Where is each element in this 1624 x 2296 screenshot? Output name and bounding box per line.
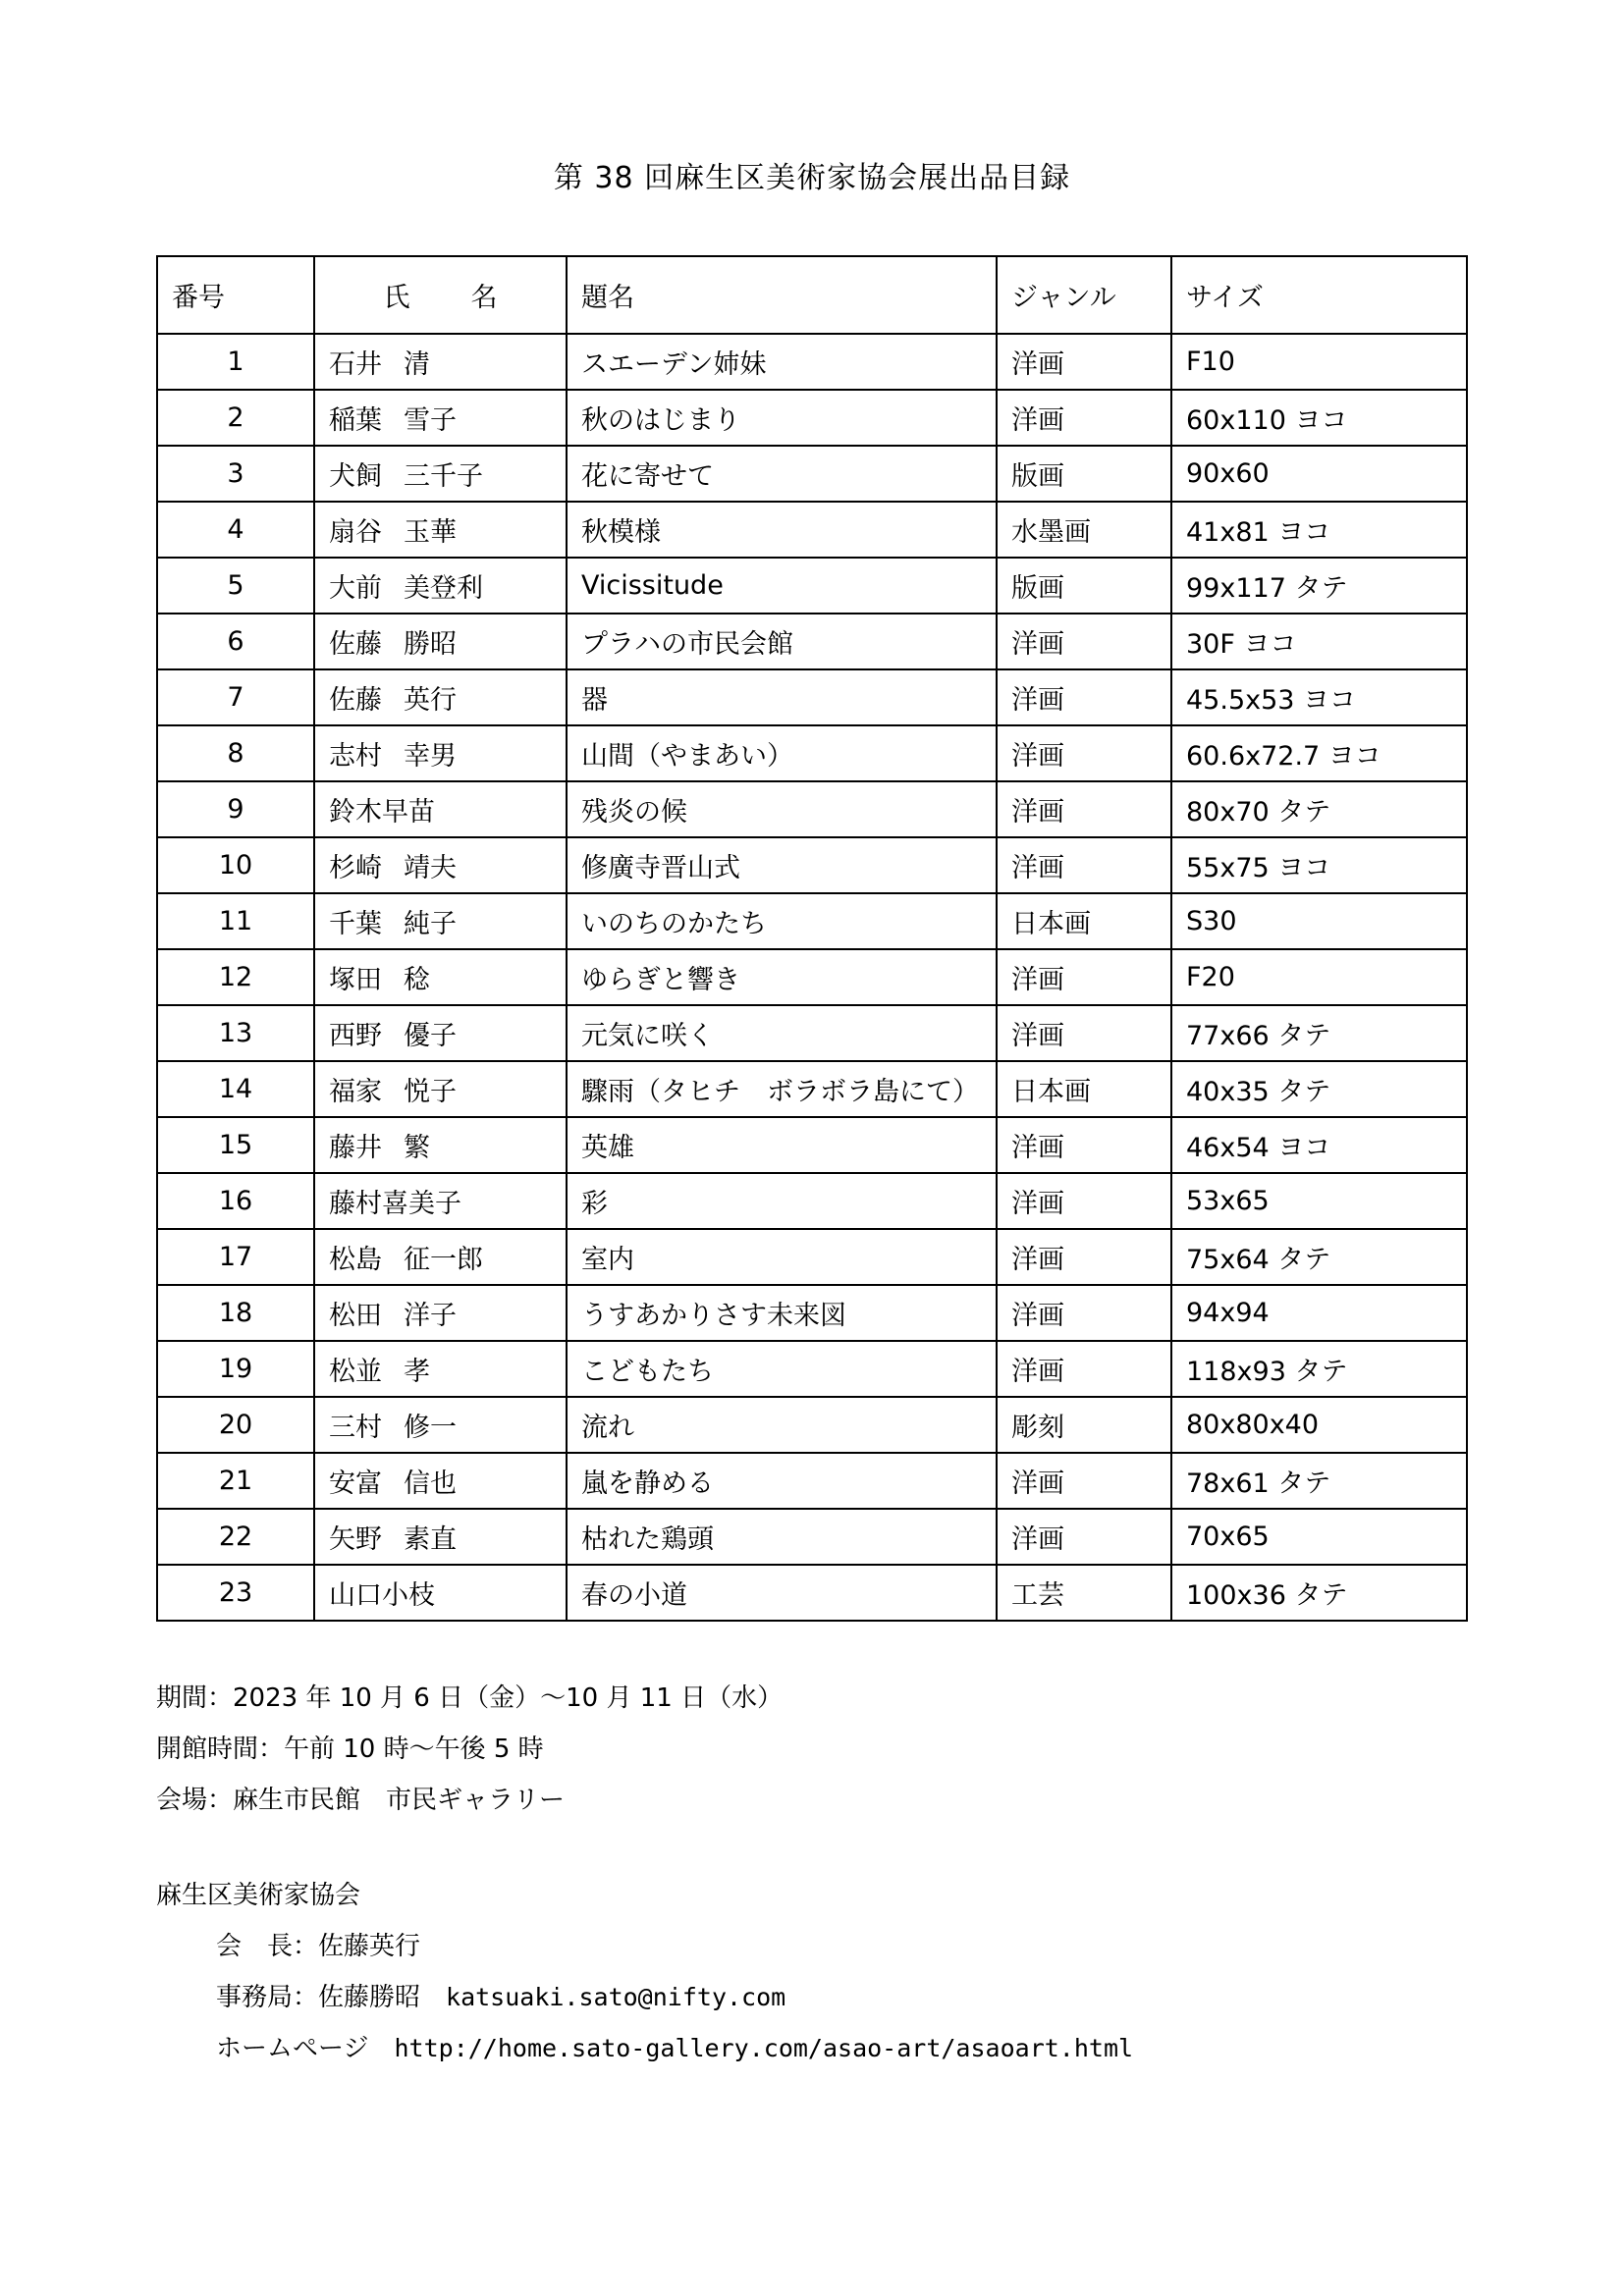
artwork-size: 99x117 タテ	[1171, 558, 1467, 614]
artist-name	[314, 669, 567, 725]
artwork-title: いのちのかたち	[567, 893, 997, 949]
artist-given-name: 靖夫	[404, 853, 457, 883]
artwork-genre: 洋画	[997, 1341, 1171, 1397]
artwork-size: S30	[1171, 893, 1467, 949]
artist-given-name: 優子	[404, 1021, 457, 1051]
table-row	[157, 558, 1467, 614]
table-row	[157, 1117, 1467, 1173]
artist-name	[314, 1341, 567, 1397]
header-name-b: 名	[470, 283, 498, 313]
table-row	[157, 669, 1467, 725]
artist-given-name: 英行	[404, 685, 457, 716]
artist-surname: 松島	[329, 1245, 382, 1275]
artist-given-name: 信也	[404, 1468, 457, 1499]
artwork-genre: 日本画	[997, 893, 1171, 949]
artwork-genre: 洋画	[997, 949, 1171, 1005]
artwork-genre: 洋画	[997, 334, 1171, 390]
artwork-title: 彩	[567, 1173, 997, 1229]
artwork-genre: 洋画	[997, 725, 1171, 781]
artist-name	[314, 614, 567, 669]
header-number: 番号	[157, 256, 314, 334]
artist-surname: 佐藤	[329, 685, 382, 716]
contact-email[interactable]: katsuaki.sato@nifty.com	[446, 1983, 786, 2011]
artist-given-name: 勝昭	[404, 629, 457, 660]
entry-number: 20	[157, 1397, 314, 1453]
artist-given-name: 三千子	[404, 461, 483, 492]
header-name	[314, 256, 567, 334]
artwork-genre: 洋画	[997, 1005, 1171, 1061]
artist-given-name: 修一	[404, 1413, 457, 1443]
artist-given-name: 純子	[404, 909, 457, 939]
artwork-size: 60x110 ヨコ	[1171, 390, 1467, 446]
artwork-title: 秋模様	[567, 502, 997, 558]
table-header-row	[157, 256, 1467, 334]
artist-name	[314, 949, 567, 1005]
artwork-size: 77x66 タテ	[1171, 1005, 1467, 1061]
entry-number: 3	[157, 446, 314, 502]
artist-surname: 塚田	[329, 965, 382, 995]
artist-given-name: 幸男	[404, 741, 457, 772]
artist-name	[314, 1509, 567, 1565]
artist-surname: 福家	[329, 1077, 382, 1107]
artist-surname: 松並	[329, 1357, 382, 1387]
artwork-size: F20	[1171, 949, 1467, 1005]
artist-name	[314, 893, 567, 949]
table-row	[157, 334, 1467, 390]
artist-name	[314, 1229, 567, 1285]
artist-name	[314, 390, 567, 446]
artist-name	[314, 1005, 567, 1061]
artwork-title: 器	[567, 669, 997, 725]
artist-given-name: 素直	[404, 1524, 457, 1555]
entry-number: 6	[157, 614, 314, 669]
header-name-a: 氏	[383, 283, 410, 313]
artwork-title: 山間（やまあい）	[567, 725, 997, 781]
artist-name	[314, 1061, 567, 1117]
entry-number: 21	[157, 1453, 314, 1509]
artist-surname: 千葉	[329, 909, 382, 939]
artwork-genre: 洋画	[997, 1285, 1171, 1341]
artist-surname: 藤村喜美子	[329, 1189, 461, 1219]
artwork-size: 75x64 タテ	[1171, 1229, 1467, 1285]
opening-hours: 開館時間：午前 10 時～午後 5 時	[156, 1735, 544, 1764]
artwork-genre: 洋画	[997, 837, 1171, 893]
artwork-genre: 版画	[997, 446, 1171, 502]
entry-number: 15	[157, 1117, 314, 1173]
entry-number: 23	[157, 1565, 314, 1621]
artwork-genre: 彫刻	[997, 1397, 1171, 1453]
entry-number: 4	[157, 502, 314, 558]
artwork-title: 流れ	[567, 1397, 997, 1453]
artist-name	[314, 446, 567, 502]
artwork-size: F10	[1171, 334, 1467, 390]
homepage-link[interactable]: http://home.sato-gallery.com/asao-art/asaoart.html	[394, 2034, 1134, 2062]
artist-surname: 稲葉	[329, 405, 382, 436]
artwork-title: 春の小道	[567, 1565, 997, 1621]
artist-surname: 志村	[329, 741, 382, 772]
artwork-title: プラハの市民会館	[567, 614, 997, 669]
entry-number: 9	[157, 781, 314, 837]
entry-number: 22	[157, 1509, 314, 1565]
venue: 会場：麻生市民館 市民ギャラリー	[156, 1786, 566, 1815]
artist-surname: 犬飼	[329, 461, 382, 492]
artwork-genre: 洋画	[997, 614, 1171, 669]
artist-surname: 松田	[329, 1301, 382, 1331]
header-title: 題名	[567, 256, 997, 334]
artwork-genre: 洋画	[997, 669, 1171, 725]
table-row	[157, 837, 1467, 893]
table-row	[157, 893, 1467, 949]
artist-surname: 矢野	[329, 1524, 382, 1555]
artist-surname: 鈴木早苗	[329, 797, 435, 828]
artist-surname: 安富	[329, 1468, 382, 1499]
artwork-size: 100x36 タテ	[1171, 1565, 1467, 1621]
artwork-genre: 洋画	[997, 1229, 1171, 1285]
table-row	[157, 446, 1467, 502]
artwork-genre: 日本画	[997, 1061, 1171, 1117]
artwork-title: 秋のはじまり	[567, 390, 997, 446]
table-row	[157, 1453, 1467, 1509]
artwork-title: 室内	[567, 1229, 997, 1285]
artist-name	[314, 725, 567, 781]
homepage-label: ホームページ	[216, 2034, 369, 2063]
artwork-title: 英雄	[567, 1117, 997, 1173]
artist-surname: 藤井	[329, 1133, 382, 1163]
artist-surname: 三村	[329, 1413, 382, 1443]
artist-surname: 杉崎	[329, 853, 382, 883]
artwork-genre: 工芸	[997, 1565, 1171, 1621]
artwork-size: 30F ヨコ	[1171, 614, 1467, 669]
artist-given-name: 孝	[404, 1357, 430, 1387]
artwork-title: 残炎の候	[567, 781, 997, 837]
artwork-title: スエーデン姉妹	[567, 334, 997, 390]
artwork-genre: 洋画	[997, 781, 1171, 837]
artist-given-name: 雪子	[404, 405, 457, 436]
artwork-title: こどもたち	[567, 1341, 997, 1397]
artist-surname: 山口小枝	[329, 1580, 435, 1611]
table-row	[157, 949, 1467, 1005]
artist-name	[314, 1453, 567, 1509]
artist-given-name: 稔	[404, 965, 430, 995]
artwork-size: 55x75 ヨコ	[1171, 837, 1467, 893]
artwork-size: 80x70 タテ	[1171, 781, 1467, 837]
artist-given-name: 征一郎	[404, 1245, 483, 1275]
artwork-title: 花に寄せて	[567, 446, 997, 502]
exhibition-period: 期間：2023 年 10 月 6 日（金）～10 月 11 日（水）	[156, 1683, 784, 1713]
artwork-genre: 洋画	[997, 1173, 1171, 1229]
artist-given-name: 清	[404, 349, 430, 380]
artist-given-name: 繁	[404, 1133, 430, 1163]
entry-number: 8	[157, 725, 314, 781]
header-genre: ジャンル	[997, 256, 1171, 334]
artwork-size: 40x35 タテ	[1171, 1061, 1467, 1117]
artwork-title: 枯れた鶏頭	[567, 1509, 997, 1565]
artwork-size: 70x65	[1171, 1509, 1467, 1565]
table-row	[157, 502, 1467, 558]
header-size: サイズ	[1171, 256, 1467, 334]
artist-name	[314, 1285, 567, 1341]
page-title: 第 38 回麻生区美術家協会展出品目録	[553, 161, 1071, 195]
artwork-genre: 洋画	[997, 390, 1171, 446]
entry-number: 13	[157, 1005, 314, 1061]
artist-surname: 石井	[329, 349, 382, 380]
table-row	[157, 1341, 1467, 1397]
association-homepage	[216, 2031, 1133, 2066]
artist-surname: 扇谷	[329, 517, 382, 548]
table-row	[157, 1005, 1467, 1061]
artist-name	[314, 1397, 567, 1453]
artist-surname: 佐藤	[329, 629, 382, 660]
table-row	[157, 1173, 1467, 1229]
artwork-size: 53x65	[1171, 1173, 1467, 1229]
association-office	[216, 1980, 785, 2015]
artist-name	[314, 1173, 567, 1229]
artwork-size: 118x93 タテ	[1171, 1341, 1467, 1397]
office-label: 事務局：佐藤勝昭	[216, 1983, 421, 2012]
artwork-size: 94x94	[1171, 1285, 1467, 1341]
table-row	[157, 1397, 1467, 1453]
artwork-title: 元気に咲く	[567, 1005, 997, 1061]
artwork-title: ゆらぎと響き	[567, 949, 997, 1005]
catalog-table	[156, 255, 1468, 1622]
entry-number: 18	[157, 1285, 314, 1341]
artwork-genre: 洋画	[997, 1117, 1171, 1173]
artwork-genre: 洋画	[997, 1509, 1171, 1565]
artwork-size: 41x81 ヨコ	[1171, 502, 1467, 558]
artist-name	[314, 781, 567, 837]
entry-number: 17	[157, 1229, 314, 1285]
artist-given-name: 洋子	[404, 1301, 457, 1331]
entry-number: 11	[157, 893, 314, 949]
artwork-size: 90x60	[1171, 446, 1467, 502]
artwork-size: 60.6x72.7 ヨコ	[1171, 725, 1467, 781]
table-row	[157, 1565, 1467, 1621]
artist-surname: 西野	[329, 1021, 382, 1051]
artist-name	[314, 558, 567, 614]
table-row	[157, 1285, 1467, 1341]
entry-number: 1	[157, 334, 314, 390]
association-name: 麻生区美術家協会	[156, 1881, 361, 1910]
artwork-genre: 水墨画	[997, 502, 1171, 558]
artist-name	[314, 1117, 567, 1173]
artist-name	[314, 837, 567, 893]
table-row	[157, 725, 1467, 781]
table-row	[157, 1509, 1467, 1565]
entry-number: 19	[157, 1341, 314, 1397]
artwork-size: 78x61 タテ	[1171, 1453, 1467, 1509]
entry-number: 5	[157, 558, 314, 614]
artwork-title: うすあかりさす未来図	[567, 1285, 997, 1341]
entry-number: 12	[157, 949, 314, 1005]
association-chair: 会 長：佐藤英行	[216, 1932, 421, 1961]
artwork-title: 驟雨（タヒチ ボラボラ島にて）	[567, 1061, 997, 1117]
entry-number: 10	[157, 837, 314, 893]
entry-number: 14	[157, 1061, 314, 1117]
artist-name	[314, 334, 567, 390]
artwork-size: 46x54 ヨコ	[1171, 1117, 1467, 1173]
entry-number: 7	[157, 669, 314, 725]
artist-given-name: 美登利	[404, 573, 483, 604]
artwork-title: Vicissitude	[567, 558, 997, 614]
artwork-title: 修廣寺晋山式	[567, 837, 997, 893]
artist-surname: 大前	[329, 573, 382, 604]
table-row	[157, 390, 1467, 446]
table-row	[157, 781, 1467, 837]
artist-given-name: 玉華	[404, 517, 457, 548]
artwork-size: 45.5x53 ヨコ	[1171, 669, 1467, 725]
artist-given-name: 悦子	[404, 1077, 457, 1107]
artwork-genre: 洋画	[997, 1453, 1171, 1509]
table-row	[157, 1061, 1467, 1117]
artist-name	[314, 502, 567, 558]
artwork-size: 80x80x40	[1171, 1397, 1467, 1453]
table-row	[157, 1229, 1467, 1285]
artwork-genre: 版画	[997, 558, 1171, 614]
entry-number: 16	[157, 1173, 314, 1229]
entry-number: 2	[157, 390, 314, 446]
table-row	[157, 614, 1467, 669]
artwork-title: 嵐を静める	[567, 1453, 997, 1509]
artist-name	[314, 1565, 567, 1621]
